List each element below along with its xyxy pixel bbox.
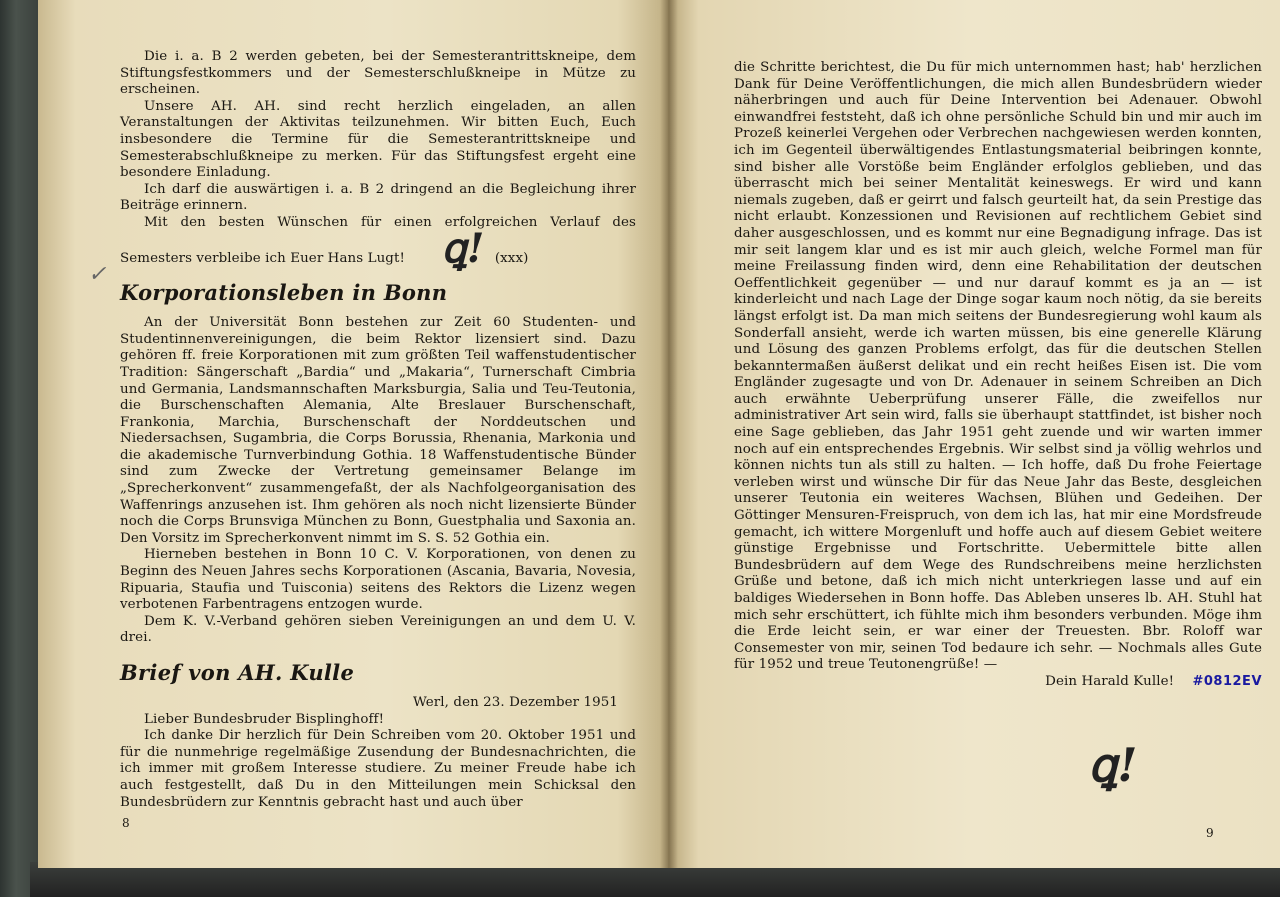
closing-paragraph [120,214,636,272]
paragraph: Die i. a. B 2 werden gebeten, bei der Semesterantrittskneipe, dem Stiftungsfestkommers und der Semesterschlußkneipe in Mütze zu erscheinen. [120,49,636,98]
letter-closing [734,674,1262,691]
left-page [38,0,668,868]
left-text-column [120,49,636,811]
section-heading: Brief von AH. Kulle [120,660,355,685]
page-number: 8 [122,816,130,830]
paragraph: die Schritte berichtest, die Du für mich unternommen hast; hab' herzlichen Dank für Deine Veröffentlichungen, die mich allen Bundesbrüdern wieder näherbringen und auch für Deine Intervention bei Adenauer. Obwohl einwandfrei feststeht, daß ich ohne persönliche Schuld bin und mir auch im Prozeß keinerlei Vergehen oder Verbrechen nachgewiesen werden konnten, ich im Gegenteil überwältigendes Entlastungsmaterial beibringen konnte, sind bisher alle Vorstöße beim Engländer erfolglos geblieben, und das überrascht mich bei seiner Mentalität keineswegs. Er wird und kann niemals zugeben, daß er geirrt und falsch geurteilt hat, da sein Prestige das nicht erlaubt. Konzessionen und Revisionen auf rechtlichem Gebiet sind daher ausgeschlossen, und es kommt nur eine Begnadigung infrage. Das ist mir seit langem klar und es ist mir auch gleich, welche Formel man für meine Freilassung finden wird, denn eine Rehabilitation der deutschen Oeffentlichkeit gegenüber — und nur darauf kommt es ja an — ist kinderleicht und nach Lage der Dinge sogar kaum noch nötig, da sie bereits längst erfolgt ist. Da man mich seitens der Bundesregierung wohl kaum als Sonderfall ansieht, werde ich warten müssen, bis eine generelle Klärung und Lösung des ganzen Problems erfolgt, das für die deutschen Stellen bekanntermaßen äußerst delikat und ein recht heißes Eisen ist. Die vom Engländer zugesagte und von Dr. Adenauer in seinem Schreiben an Dich auch erwähnte Ueberprüfung unserer Fälle, die zweifellos nur administrativer Art sein wird, falls sie überhaupt stattfindet, ist bisher noch eine Sage geblieben, das Jahr 1951 geht zuende und wir warten immer noch auf ein entsprechendes Ergebnis. Wir selbst sind ja völlig wehrlos und können nichts tun als still zu halten. — Ich hoffe, daß Du frohe Feiertage verleben wirst und wünsche Dir für das Neue Jahr das Beste, desgleichen unserer Teutonia ein weiteres Wachsen, Blühen und Gedeihen. Der Göttinger Mensuren-Freispruch, von dem ich las, hat mir eine Mordsfreude gemacht, ich wittere Morgenluft und hoffe auch auf diesem Gebiet weitere günstige Ergebnisse und Fortschritte. Uebermittele bitte allen Bundesbrüdern auf dem Wege des Rundschreibens meine herzlichsten Grüße und betone, daß ich mich nicht unterkriegen lasse und auf ein baldiges Wiedersehen in Bonn hoffe. Das Ableben unseres lb. AH. Stuhl hat mich sehr erschüttert, ich fühlte mich ihm besonders verbunden. Möge ihm die Erde leicht sein, er war einer der Treuesten. Bbr. Roloff war Consemester von mir, seinen Tod bedaure ich sehr. — Nochmals alles Gute für 1952 und treue Teutonengrüße! — [734,60,1262,673]
margin-pencil-mark: ✓ [88,262,107,287]
signature-monogram: ꝗ! [441,224,485,272]
paragraph: An der Universität Bonn bestehen zur Zeit 60 Studenten- und Studentinnenvereinigungen, die beim Rektor lizensiert sind. Dazu gehören ff. freie Korporationen mit zum größten Teil waffenstudentischer Tradition: Sängerschaft „Bardia“ und „Makaria“, Turnerschaft Cimbria und Germania, Landsmannschaften Marksburgia, Salia und Teu-Teutonia, die Burschenschaften Alemania, Alte Breslauer Burschenschaft, Frankonia, Marchia, Burschenschaft der Norddeutschen und Niedersachsen, Sugambria, die Corps Borussia, Rhenania, Markonia und die akademische Turnverbindung Gothia. 18 Waffenstudentische Bünder sind zum Zwecke der Vertretung gemeinsamer Belange im „Sprecherkonvent“ zusammengefaßt, der als Nachfolgeorganisation des Waffenrings anzusehen ist. Ihm gehören als noch nicht lizensierte Bünder noch die Corps Brunsviga München zu Bonn, Guestphalia und Saxonia an. Den Vorsitz im Sprecherkonvent nimmt im S. S. 52 Gothia ein. [120,315,636,546]
closing-line: Mit den besten Wünschen für einen erfolgreichen Verlauf des Semesters verbleibe ich Euer Hans Lugt! [120,214,636,266]
right-text-column [734,60,1262,691]
right-page [668,0,1280,868]
paragraph: Ich darf die auswärtigen i. a. B 2 dringend an die Begleichung ihrer Beiträge erinnern. [120,181,636,214]
page-number: 9 [1206,826,1214,840]
letter-dateline: Werl, den 23. Dezember 1951 [413,695,618,710]
book-binding [0,0,40,897]
letter-salutation: Lieber Bundesbruder Bisplinghoff! [144,711,385,727]
paragraph: Unsere AH. AH. sind recht herzlich eingeladen, an allen Veranstaltungen der Aktivitas teilzunehmen. Wir bitten Euch, Euch insbesondere die Termine für die Semesterantrittskneipe und Semesterabschlußkneipe zu merken. Für das Stiftungsfest ergeht eine besondere Einladung. [120,98,636,181]
section-heading: Korporationsleben in Bonn [120,280,448,306]
archive-stamp: #0812EV [1192,673,1262,689]
signature-monogram: ꝗ! [1088,738,1138,792]
closing-mark: (xxx) [494,250,529,266]
paragraph: Dem K. V.-Verband gehören sieben Vereinigungen an und dem U. V. drei. [120,613,636,646]
closing-signature-text: Dein Harald Kulle! [1045,673,1175,689]
book-gutter [660,0,678,868]
paragraph: Hierneben bestehen in Bonn 10 C. V. Korporationen, von denen zu Beginn des Neuen Jahres sechs Korporationen (Ascania, Bavaria, Novesia, Ripuaria, Staufia und Tuisconia) seitens des Rektors die Lizenz wegen verbotenen Farbentragens entzogen wurde. [120,547,636,613]
paragraph: Ich danke Dir herzlich für Dein Schreiben vom 20. Oktober 1951 und für die nunmehrige regelmäßige Zusendung der Bundesnachrichten, die ich immer mit großem Interesse studiere. Zu meiner Freude habe ich auch festgestellt, daß Du in den Mitteilungen mein Schicksal den Bundesbrüdern zur Kenntnis gebracht hast und auch über [120,728,636,810]
